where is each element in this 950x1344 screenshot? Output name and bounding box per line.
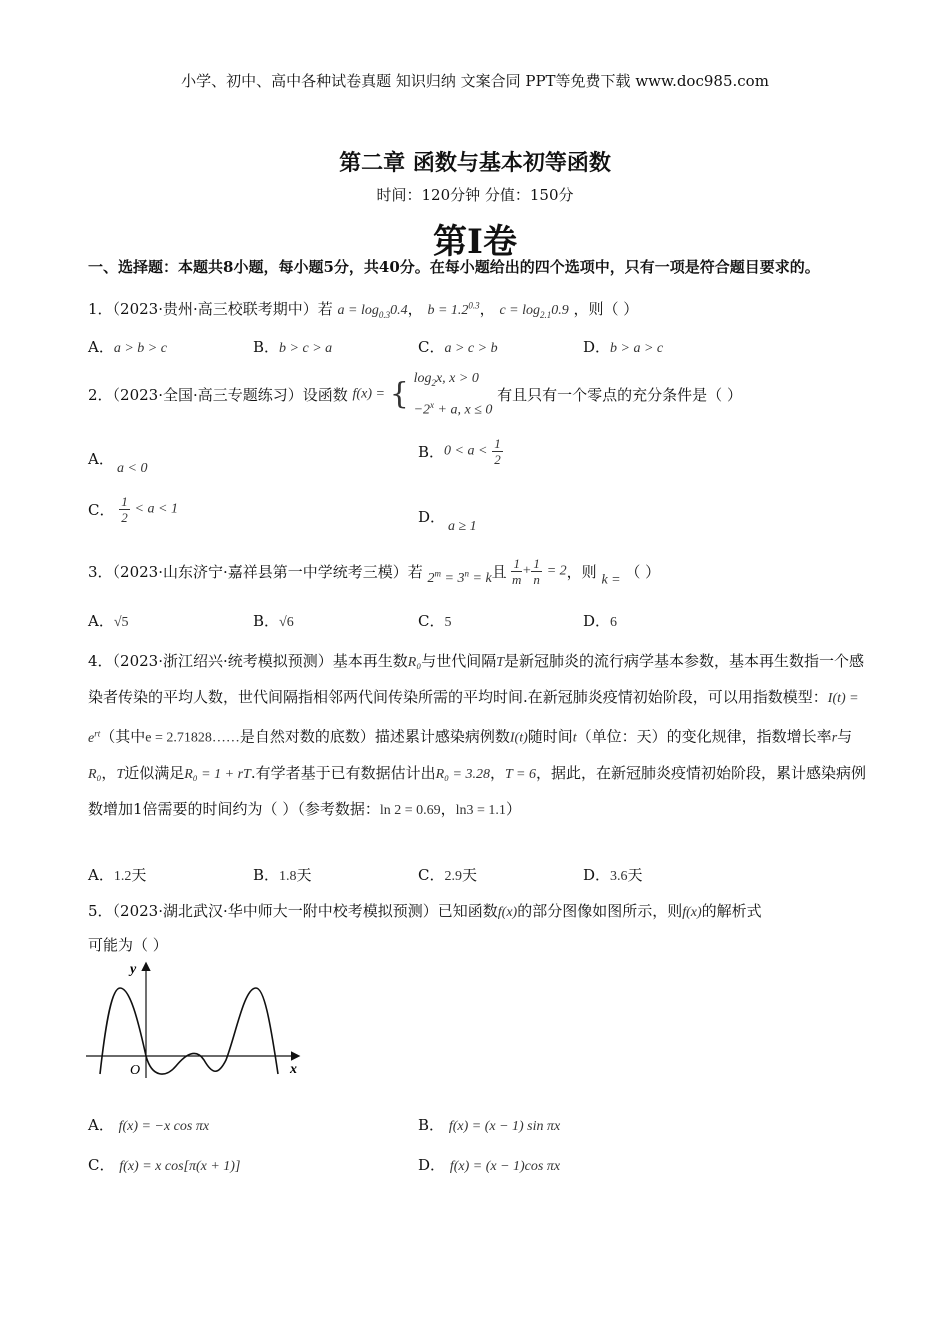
q5-option-d[interactable]: D． f(x) = (x − 1)cos πx bbox=[418, 1156, 561, 1174]
q3-option-b[interactable]: B．√6 bbox=[253, 612, 294, 630]
question-number: 3． bbox=[88, 563, 113, 581]
piecewise-cases: $\log_2x$, x > 0 $-2^x + a$, x ≤ 0 bbox=[413, 371, 493, 418]
question-tail: ，则（ ） bbox=[573, 300, 639, 318]
q2-option-a-value: a < 0 bbox=[117, 461, 148, 476]
q1-option-d[interactable]: D．b > a > c bbox=[583, 338, 664, 356]
q4-option-b[interactable]: B．1.8天 bbox=[253, 866, 312, 884]
question-3: 3．（2023·山东济宁·嘉祥县第一中学统考三模）若 $2^m = 3^n = k$且 $\frac{1}{m}$ + $\frac{1}{n}$ = 2，则 k = （ ） bbox=[88, 556, 661, 588]
question-source: （2023·贵州·高三校联考期中）若 bbox=[112, 300, 333, 318]
math-a: $a = \log_{0.3}0.4$ bbox=[337, 303, 408, 320]
math-fx: f(x) = bbox=[352, 386, 385, 402]
q4-option-c[interactable]: C．2.9天 bbox=[418, 866, 477, 884]
q4-option-a[interactable]: A．1.2天 bbox=[88, 866, 147, 884]
question-source: （2023·湖北武汉·华中师大一附中校考模拟预测）已知函数 bbox=[112, 902, 498, 920]
question-number: 2． bbox=[88, 386, 113, 405]
q5-option-b[interactable]: B． f(x) = (x − 1) sin πx bbox=[418, 1116, 561, 1134]
q2-option-c[interactable]: C． $\frac{1}{2}$ < a < 1 bbox=[88, 494, 178, 525]
section-instructions: 一、选择题：本题共8小题，每小题5分，共40分。在每小题给出的四个选项中，只有一项是符合题目要求的。 bbox=[88, 258, 820, 276]
q2-option-d-value: a ≥ 1 bbox=[448, 519, 477, 534]
function-graph bbox=[86, 960, 306, 1080]
question-tail: 有且只有一个零点的充分条件是（ ） bbox=[497, 386, 742, 405]
question-5-line2: 可能为（ ） bbox=[88, 936, 168, 954]
q2-option-b[interactable]: B．0 < a < $\frac{1}{2}$ bbox=[418, 436, 501, 467]
question-number: 5． bbox=[88, 902, 113, 920]
chapter-title: 第二章 函数与基本初等函数 bbox=[339, 150, 611, 176]
question-4: 4．（2023·浙江绍兴·统考模拟预测）基本再生数R₀与世代间隔T是新冠肺炎的流行病学基本参数，基本再生数指一个感染者传染的平均人数，世代间隔指相邻两代间传染所需的平均时间.在新冠肺炎疫情初始阶段，可以用指数模型：$I(t) = e^{rt}$（其中e = 2.71828……是自然对数的底数）描述累计感染病例数I(t)随时间t（单位：天）的变化规律，指数增长率r与R₀，T近似满足R₀ = 1 + rT.有学者基于已有数据估计出R₀ = 3.28，T = 6，据此，在新冠肺炎疫情初始阶段，累计感染病例数增加1倍需要的时间约为（ ）（参考数据：ln 2 = 0.69，ln3 = 1.1） bbox=[88, 652, 866, 818]
x-label: x bbox=[290, 1062, 297, 1077]
exam-meta: 时间：120分钟 分值：150分 bbox=[376, 186, 574, 204]
question-source: （2023·全国·高三专题练习）设函数 bbox=[112, 386, 348, 405]
math-b: $b = 1.2^{0.3}$ bbox=[427, 300, 480, 318]
q2-option-d[interactable]: D． bbox=[418, 508, 446, 526]
question-5: 5．（2023·湖北武汉·华中师大一附中校考模拟预测）已知函数f(x)的部分图像如图所示，则f(x)的解析式 bbox=[88, 902, 762, 920]
question-number: 1． bbox=[88, 300, 113, 318]
question-1: 1．（2023·贵州·高三校联考期中）若 $a = \log_{0.3}0.4$， $b = 1.2^{0.3}$， $c = \log_{2.1}0.9$ ，则（ ） bbox=[88, 300, 639, 320]
q2-option-a[interactable]: A． bbox=[88, 450, 114, 468]
page-header: 小学、初中、高中各种试卷真题 知识归纳 文案合同 PPT等免费下载 www.doc985.com bbox=[181, 72, 769, 90]
q4-option-d[interactable]: D．3.6天 bbox=[583, 866, 643, 884]
q5-option-a[interactable]: A． f(x) = −x cos πx bbox=[88, 1116, 210, 1134]
volume-title: 第Ⅰ卷 bbox=[433, 222, 517, 262]
q3-option-a[interactable]: A．√5 bbox=[88, 612, 129, 630]
question-2 bbox=[88, 368, 742, 421]
q1-option-c[interactable]: C．a > c > b bbox=[418, 338, 498, 356]
q5-option-c[interactable]: C． f(x) = x cos[π(x + 1)] bbox=[88, 1156, 241, 1174]
q3-option-d[interactable]: D．6 bbox=[583, 612, 618, 630]
y-label: y bbox=[130, 962, 137, 977]
q1-option-a[interactable]: A．a > b > c bbox=[88, 338, 167, 356]
piecewise-brace: { bbox=[389, 376, 409, 412]
curve bbox=[100, 988, 278, 1074]
origin-label: O bbox=[130, 1063, 141, 1078]
q1-option-b[interactable]: B．b > c > a bbox=[253, 338, 333, 356]
q3-option-c[interactable]: C．5 bbox=[418, 612, 452, 630]
question-source: （2023·山东济宁·嘉祥县第一中学统考三模）若 bbox=[112, 563, 423, 581]
math-eq: $2^m = 3^n = k$ bbox=[427, 567, 492, 586]
math-c: $c = \log_{2.1}0.9$ bbox=[499, 303, 569, 320]
